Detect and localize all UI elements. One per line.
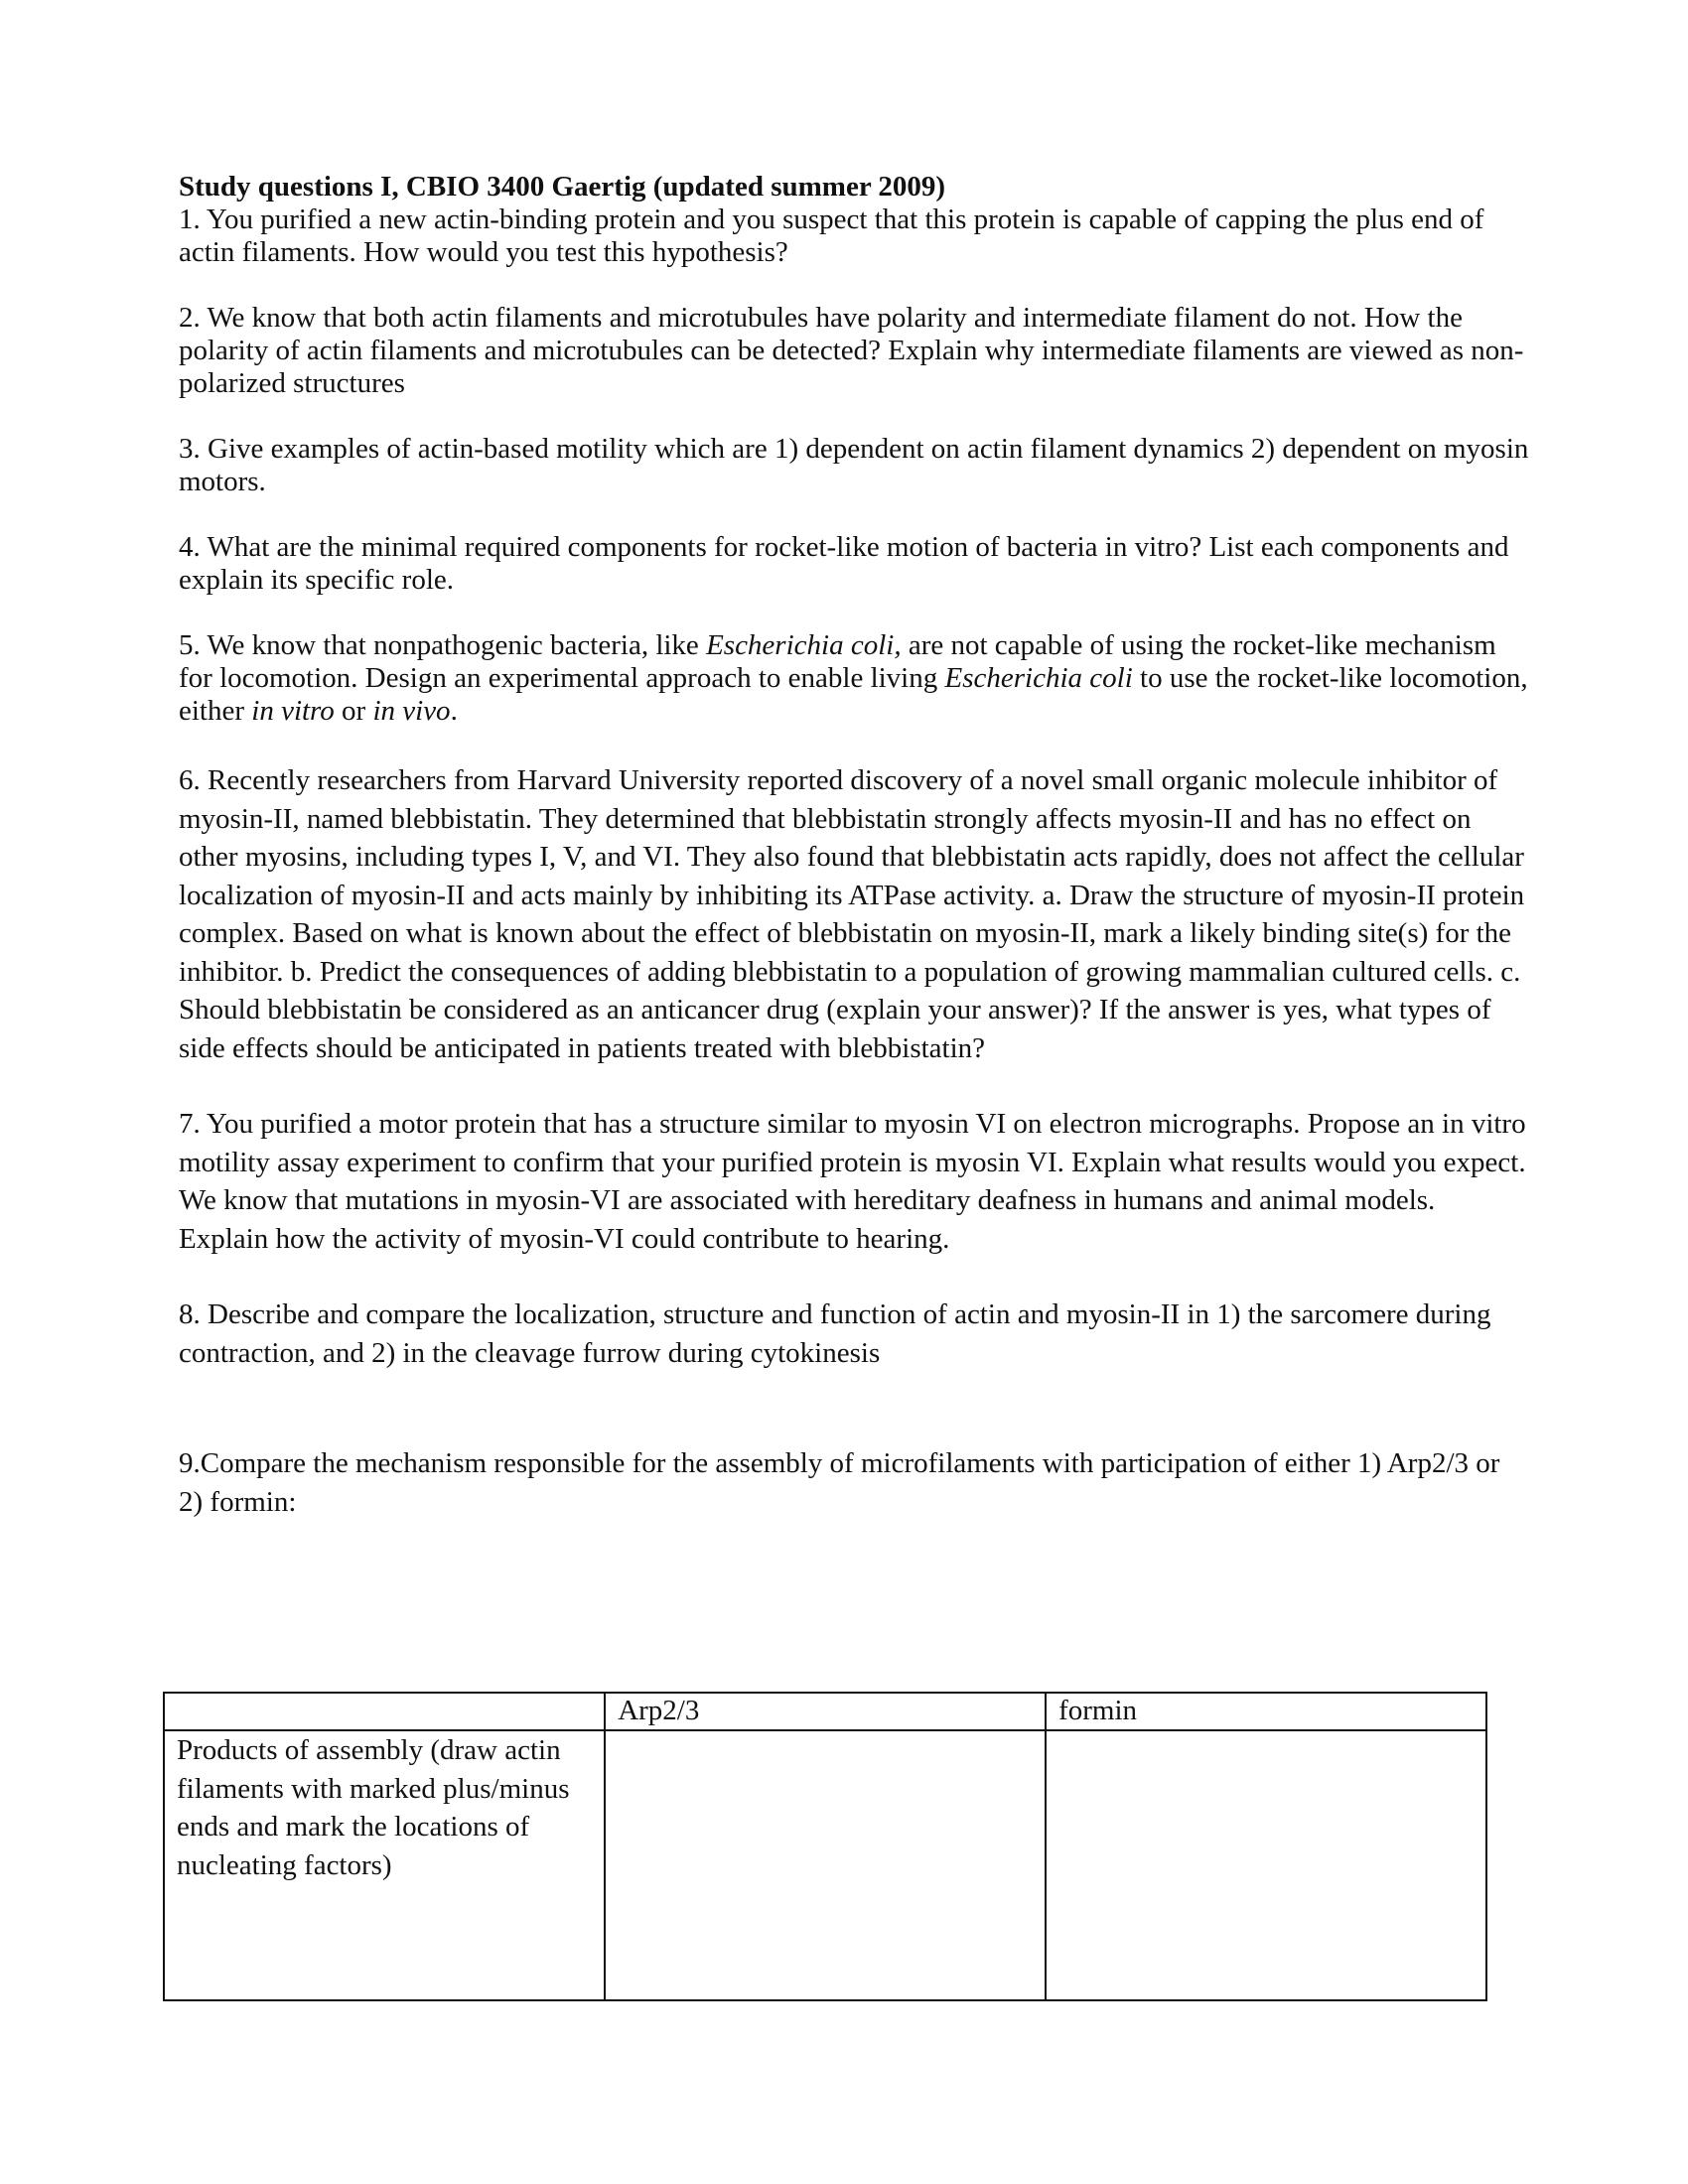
- question-5: [179, 629, 1529, 728]
- question-7: 7. You purified a motor protein that has a structure similar to myosin VI on electron micrographs. Propose an in vitro motility assay experiment to confirm that your purified protein is myosin VI. Explain what results would you expect. We know that mutations in myosin-VI are associated with hereditary deafness in humans and animal models. Explain how the activity of myosin-VI could contribute to hearing.: [179, 1108, 1526, 1255]
- table-cell-formin-answer: [1046, 1730, 1486, 2000]
- table-cell-arp23-answer: [605, 1730, 1046, 2000]
- question-5-text-e: .: [450, 695, 458, 727]
- question-5-in-vivo: in vivo: [372, 695, 451, 727]
- document-title: Study questions I, CBIO 3400 Gaertig (updated summer 2009): [179, 171, 946, 203]
- question-8: 8. Describe and compare the localization, structure and function of actin and myosin-II in 1) the sarcomere during contraction, and 2) in the cleavage furrow during cytokinesis: [179, 1298, 1491, 1369]
- question-5-in-vitro: in vitro: [251, 695, 335, 727]
- table-header-row: [164, 1693, 1486, 1730]
- question-9: 9.Compare the mechanism responsible for the assembly of microfilaments with participation of either 1) Arp2/3 or 2) formin:: [179, 1447, 1500, 1518]
- question-5-organism-a: Escherichia coli,: [706, 629, 902, 661]
- question-3: 3. Give examples of actin-based motility which are 1) dependent on actin filament dynamics 2) dependent on myosin motors.: [179, 433, 1529, 497]
- question-6: 6. Recently researchers from Harvard University reported discovery of a novel small organic molecule inhibitor of myosin-II, named blebbistatin. They determined that blebbistatin strongly affects myosin-II and has no effect on other myosins, including types I, V, and VI. They also found that blebbistatin acts rapidly, does not affect the cellular localization of myosin-II and acts mainly by inhibiting its ATPase activity. a. Draw the structure of myosin-II protein complex. Based on what is known about the effect of blebbistatin on myosin-II, mark a likely binding site(s) for the inhibitor. b. Predict the consequences of adding blebbistatin to a population of growing mammalian cultured cells. c. Should blebbistatin be considered as an anticancer drug (explain your answer)? If the answer is yes, what types of side effects should be anticipated in patients treated with blebbistatin?: [179, 764, 1525, 1064]
- question-5-text-c: to use the rocket-like locomotion, either: [179, 662, 1528, 727]
- question-5-text-a: 5. We know that nonpathogenic bacteria, like: [179, 629, 707, 661]
- question-4: 4. What are the minimal required components for rocket-like motion of bacteria in vitro? List each components and explain its specific role.: [179, 531, 1509, 596]
- table-header-arp23: Arp2/3: [605, 1693, 1046, 1730]
- question-1: 1. You purified a new actin-binding protein and you suspect that this protein is capable of capping the plus end of actin filaments. How would you test this hypothesis?: [179, 204, 1484, 268]
- comparison-table: [163, 1692, 1487, 2001]
- question-5-organism-b: Escherichia coli: [944, 662, 1133, 694]
- question-5-text-b: are not capable of using the rocket-like mechanism for locomotion. Design an experimental approach to enable living: [179, 629, 1496, 694]
- document-page: [179, 171, 1529, 1521]
- table-row: [164, 1730, 1486, 2000]
- table-row-label: Products of assembly (draw actin filaments with marked plus/minus ends and mark the locations of nucleating factors): [164, 1730, 605, 2000]
- question-5-text-d: or: [334, 695, 373, 727]
- table-header-empty-cell: [164, 1693, 605, 1730]
- table-header-formin: formin: [1046, 1693, 1486, 1730]
- question-2: 2. We know that both actin filaments and microtubules have polarity and intermediate filament do not. How the polarity of actin filaments and microtubules can be detected? Explain why intermediate filaments are viewed as non-polarized structures: [179, 302, 1524, 399]
